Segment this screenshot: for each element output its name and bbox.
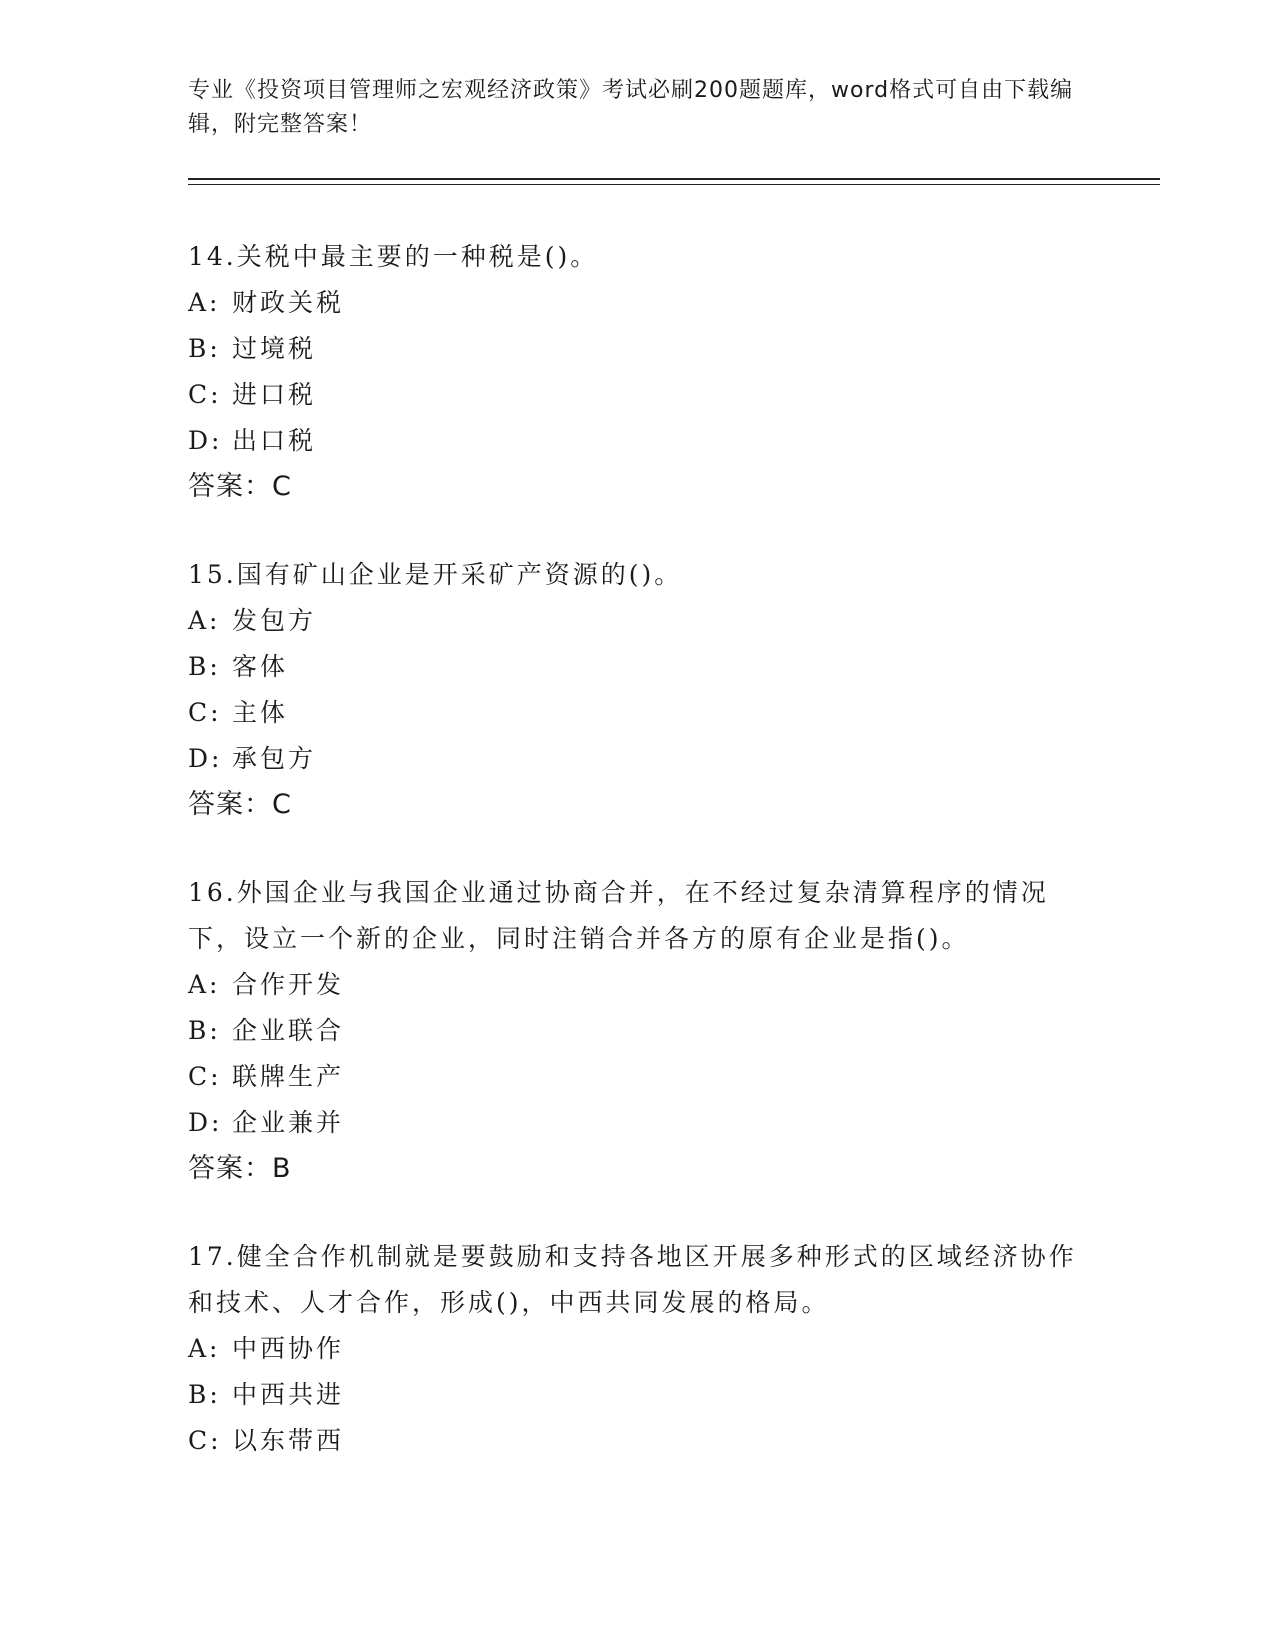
option-text: 中西共进 <box>232 1380 345 1409</box>
question-stem: 16.外国企业与我国企业通过协商合并，在不经过复杂清算程序的情况下，设立一个新的企业，同时注销合并各方的原有企业是指()。 <box>188 878 1049 953</box>
question-14 <box>188 234 1088 510</box>
option-key: A: <box>188 970 221 999</box>
option-c <box>188 690 1088 736</box>
answer-line: 答案：C <box>188 471 292 502</box>
option-b <box>188 326 1088 372</box>
header-rule-thin <box>188 184 1160 185</box>
option-text: 进口税 <box>232 380 317 409</box>
option-key: C: <box>188 380 222 409</box>
option-text: 以东带西 <box>232 1426 345 1455</box>
option-b <box>188 644 1088 690</box>
option-d <box>188 736 1088 782</box>
option-c <box>188 1418 1088 1464</box>
option-c <box>188 372 1088 418</box>
option-key: D: <box>188 744 223 773</box>
option-c <box>188 1054 1088 1100</box>
option-text: 承包方 <box>232 744 317 773</box>
document-header: 专业《投资项目管理师之宏观经济政策》考试必刷200题题库，word格式可自由下载编辑，附完整答案！ <box>188 78 1074 137</box>
option-b <box>188 1372 1088 1418</box>
option-text: 企业联合 <box>232 1016 345 1045</box>
option-key: A: <box>188 606 221 635</box>
question-stem: 14.关税中最主要的一种税是()。 <box>188 242 599 271</box>
option-text: 企业兼并 <box>232 1108 345 1137</box>
option-key: A: <box>188 1334 221 1363</box>
answer-line: 答案：C <box>188 789 292 820</box>
option-a <box>188 280 1088 326</box>
option-key: B: <box>188 1016 221 1045</box>
option-key: C: <box>188 1426 222 1455</box>
header-rule-thick <box>188 178 1160 180</box>
option-text: 发包方 <box>232 606 317 635</box>
question-stem: 15.国有矿山企业是开采矿产资源的()。 <box>188 560 683 589</box>
option-key: C: <box>188 1062 222 1091</box>
option-key: A: <box>188 288 221 317</box>
answer-line: 答案：B <box>188 1153 292 1184</box>
option-key: D: <box>188 1108 223 1137</box>
option-a <box>188 1326 1088 1372</box>
option-key: B: <box>188 334 221 363</box>
question-17 <box>188 1234 1088 1464</box>
option-key: B: <box>188 652 221 681</box>
option-text: 出口税 <box>232 426 317 455</box>
question-stem: 17.健全合作机制就是要鼓励和支持各地区开展多种形式的区域经济协作和技术、人才合作，形成()，中西共同发展的格局。 <box>188 1242 1077 1317</box>
option-text: 过境税 <box>232 334 317 363</box>
option-a <box>188 598 1088 644</box>
option-a <box>188 962 1088 1008</box>
option-text: 财政关税 <box>232 288 345 317</box>
option-key: C: <box>188 698 222 727</box>
option-text: 主体 <box>232 698 289 727</box>
question-15 <box>188 552 1088 828</box>
option-d <box>188 1100 1088 1146</box>
option-key: D: <box>188 426 223 455</box>
option-text: 合作开发 <box>232 970 345 999</box>
question-16 <box>188 870 1088 1192</box>
option-text: 客体 <box>232 652 289 681</box>
option-text: 联牌生产 <box>232 1062 345 1091</box>
option-key: B: <box>188 1380 221 1409</box>
question-list <box>188 234 1088 1506</box>
option-b <box>188 1008 1088 1054</box>
option-d <box>188 418 1088 464</box>
option-text: 中西协作 <box>232 1334 345 1363</box>
